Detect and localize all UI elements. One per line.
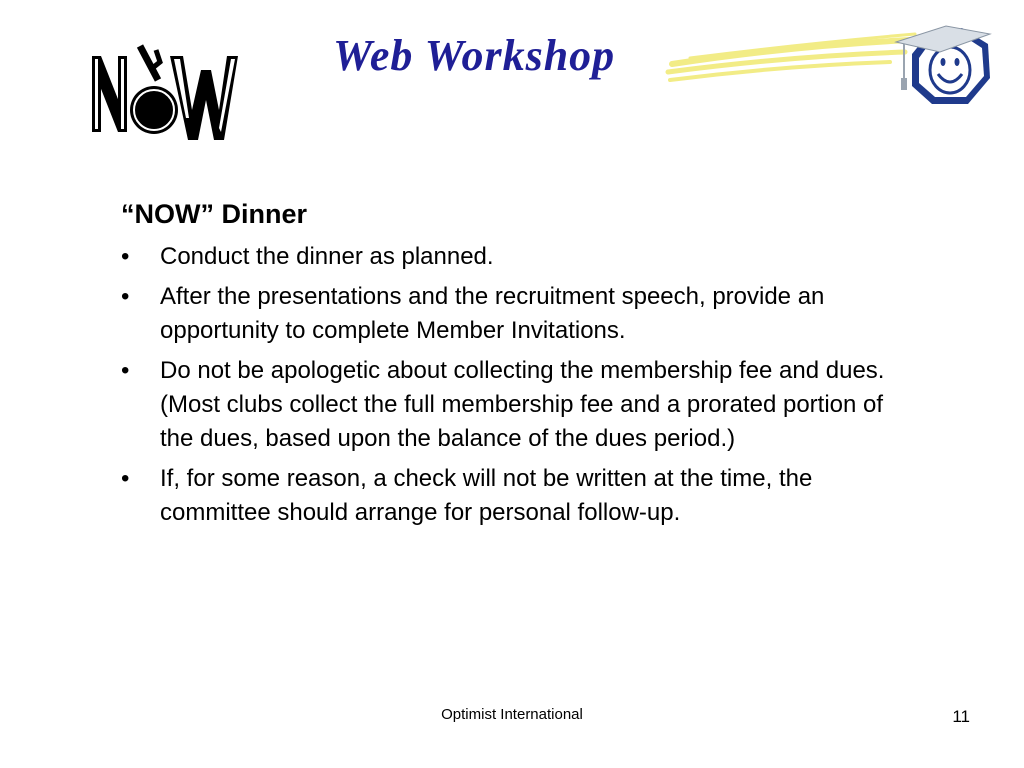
- bullet-text: Do not be apologetic about collecting the membership fee and dues. (Most clubs collect the full membership fee and a prorated portion of the dues, based upon the balance of the dues period.): [160, 357, 885, 452]
- bullet-text: If, for some reason, a check will not be written at the time, the committee should arrange for personal follow-up.: [160, 465, 813, 526]
- bullet-marker: •: [121, 465, 130, 492]
- bullet-text: After the presentations and the recruitment speech, provide an opportunity to complete Member Invitations.: [160, 283, 825, 344]
- list-item: [121, 462, 901, 530]
- list-item: [121, 354, 901, 456]
- bullet-marker: •: [121, 357, 130, 384]
- smiley-graduation-cap-icon: [896, 26, 990, 104]
- list-item: [121, 240, 901, 274]
- bullet-text: Conduct the dinner as planned.: [160, 243, 494, 270]
- footer-organization: Optimist International: [441, 706, 583, 723]
- list-item: [121, 280, 901, 348]
- slide-title: Web Workshop: [333, 31, 616, 80]
- bullet-list: [121, 240, 901, 530]
- page-number: 11: [952, 707, 970, 726]
- yellow-swoosh: [668, 34, 915, 80]
- section-heading: “NOW” Dinner: [121, 199, 307, 229]
- bullet-marker: •: [121, 283, 130, 310]
- bullet-marker: •: [121, 243, 130, 270]
- slide-body: [121, 196, 901, 536]
